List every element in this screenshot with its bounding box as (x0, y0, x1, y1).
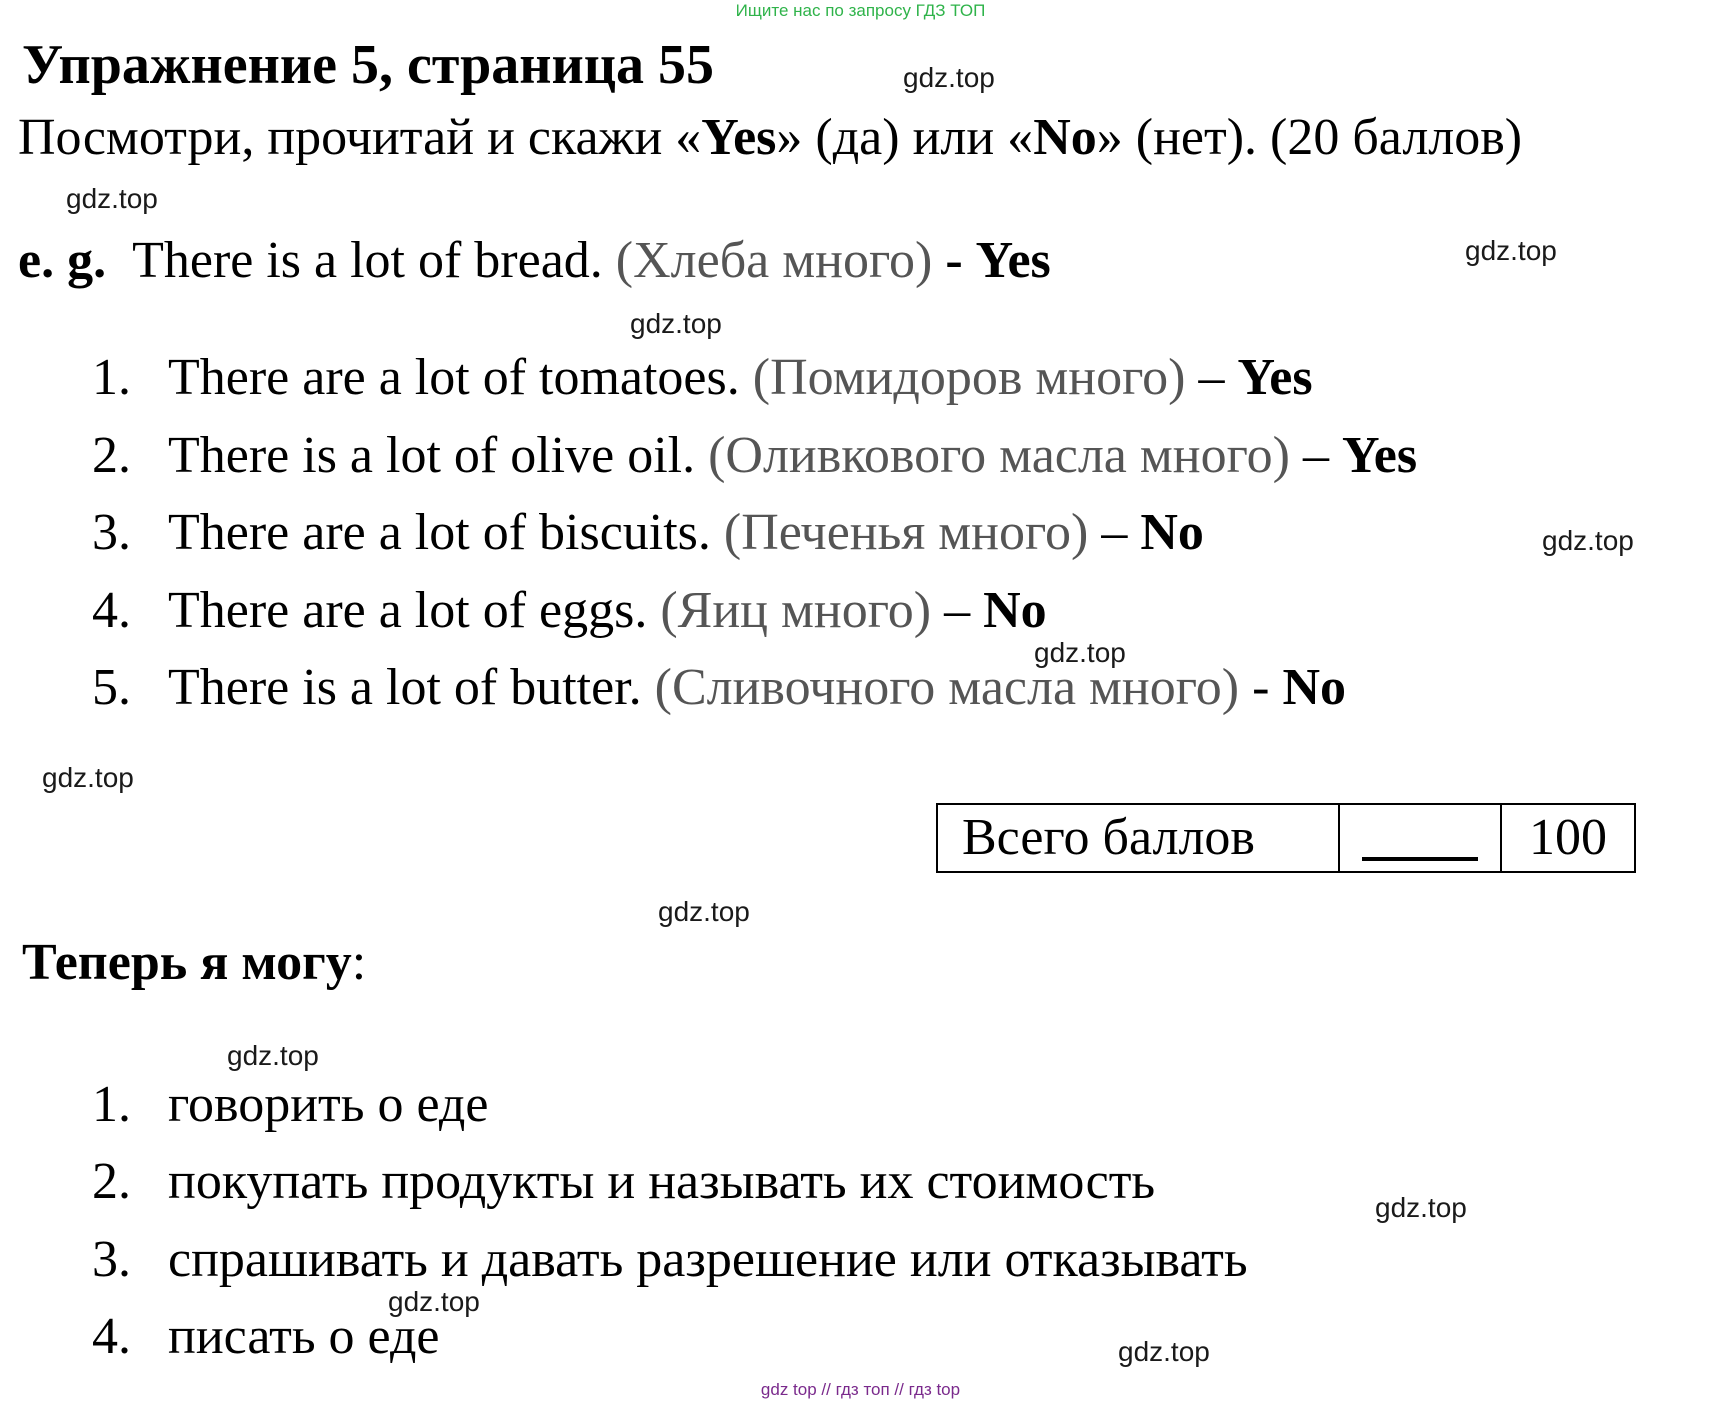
item-russian: (Оливкового масла много) (708, 427, 1290, 484)
item-answer: No (983, 582, 1047, 639)
watermark: gdz.top (1118, 1336, 1210, 1367)
item-answer: Yes (1237, 349, 1313, 406)
skill-number: 3. (92, 1231, 131, 1288)
item-number: 5. (92, 659, 131, 716)
watermark: gdz.top (903, 62, 995, 93)
now-i-can-colon: : (351, 934, 367, 991)
item-russian: (Яиц много) (660, 582, 932, 639)
skill-number: 1. (92, 1076, 131, 1133)
item-number: 4. (92, 582, 131, 639)
item-number: 2. (92, 427, 131, 484)
item-dash: – (1198, 349, 1225, 406)
example-answer: Yes (975, 232, 1051, 289)
skill-text: спрашивать и давать разрешение или отказывать (168, 1231, 1248, 1288)
score-row (937, 804, 1635, 872)
instruction (18, 105, 1522, 171)
item-dash: – (1302, 427, 1329, 484)
example-line (18, 228, 1051, 294)
skill-item (92, 1072, 488, 1138)
watermark: gdz.top (1465, 235, 1557, 266)
score-blank-line (1362, 805, 1478, 861)
skill-text: писать о еде (168, 1308, 440, 1365)
page-title: Упражнение 5, страница 55 (22, 34, 715, 96)
instruction-part2: » (да) или « (776, 109, 1034, 166)
item-english: There is a lot of olive oil. (168, 427, 696, 484)
watermark: gdz.top (227, 1040, 319, 1071)
item-english: There are a lot of eggs. (168, 582, 648, 639)
watermark: gdz.top (1034, 637, 1126, 668)
watermark: gdz.top (66, 183, 158, 214)
skill-text: говорить о еде (168, 1076, 489, 1133)
score-total: 100 (1501, 804, 1635, 872)
score-table (936, 803, 1636, 873)
item-answer: No (1282, 659, 1346, 716)
score-label: Всего баллов (937, 804, 1339, 872)
list-item (92, 500, 1204, 566)
list-item (92, 345, 1313, 411)
item-number: 1. (92, 349, 131, 406)
instruction-yes: Yes (701, 109, 777, 166)
item-russian: (Печенья много) (723, 504, 1089, 561)
watermark: gdz.top (630, 308, 722, 339)
score-blank (1339, 804, 1501, 872)
skill-item (92, 1227, 1248, 1293)
item-dash: - (1252, 659, 1270, 716)
now-i-can-title: Теперь я могу (22, 934, 352, 991)
item-russian: (Сливочного масла много) (654, 659, 1240, 716)
watermark: gdz.top (658, 896, 750, 927)
top-promo-note: Ищите нас по запросу ГДЗ ТОП (735, 1, 986, 20)
watermark: gdz.top (42, 762, 134, 793)
skill-number: 2. (92, 1153, 131, 1210)
footer-note: gdz top // гдз топ // гдз top (760, 1380, 961, 1399)
item-dash: – (944, 582, 971, 639)
list-item (92, 578, 1047, 644)
example-label: e. g. (18, 232, 107, 289)
item-russian: (Помидоров много) (752, 349, 1186, 406)
skill-number: 4. (92, 1308, 131, 1365)
item-answer: No (1140, 504, 1204, 561)
example-russian: (Хлеба много) (615, 232, 933, 289)
watermark: gdz.top (1542, 525, 1634, 556)
list-item (92, 655, 1346, 721)
example-dash: - (945, 232, 963, 289)
instruction-part1: Посмотри, прочитай и скажи « (18, 109, 702, 166)
now-i-can-heading (22, 930, 366, 996)
skill-item (92, 1149, 1155, 1215)
watermark: gdz.top (388, 1286, 480, 1317)
skill-text: покупать продукты и называть их стоимость (168, 1153, 1156, 1210)
item-english: There are a lot of tomatoes. (168, 349, 740, 406)
item-english: There are a lot of biscuits. (168, 504, 711, 561)
item-english: There is a lot of butter. (168, 659, 642, 716)
example-english: There is a lot of bread. (132, 232, 603, 289)
list-item (92, 423, 1417, 489)
instruction-part3: » (нет). (20 баллов) (1096, 109, 1523, 166)
item-number: 3. (92, 504, 131, 561)
watermark: gdz.top (1375, 1192, 1467, 1223)
instruction-no: No (1033, 109, 1097, 166)
item-dash: – (1101, 504, 1128, 561)
item-answer: Yes (1341, 427, 1418, 484)
